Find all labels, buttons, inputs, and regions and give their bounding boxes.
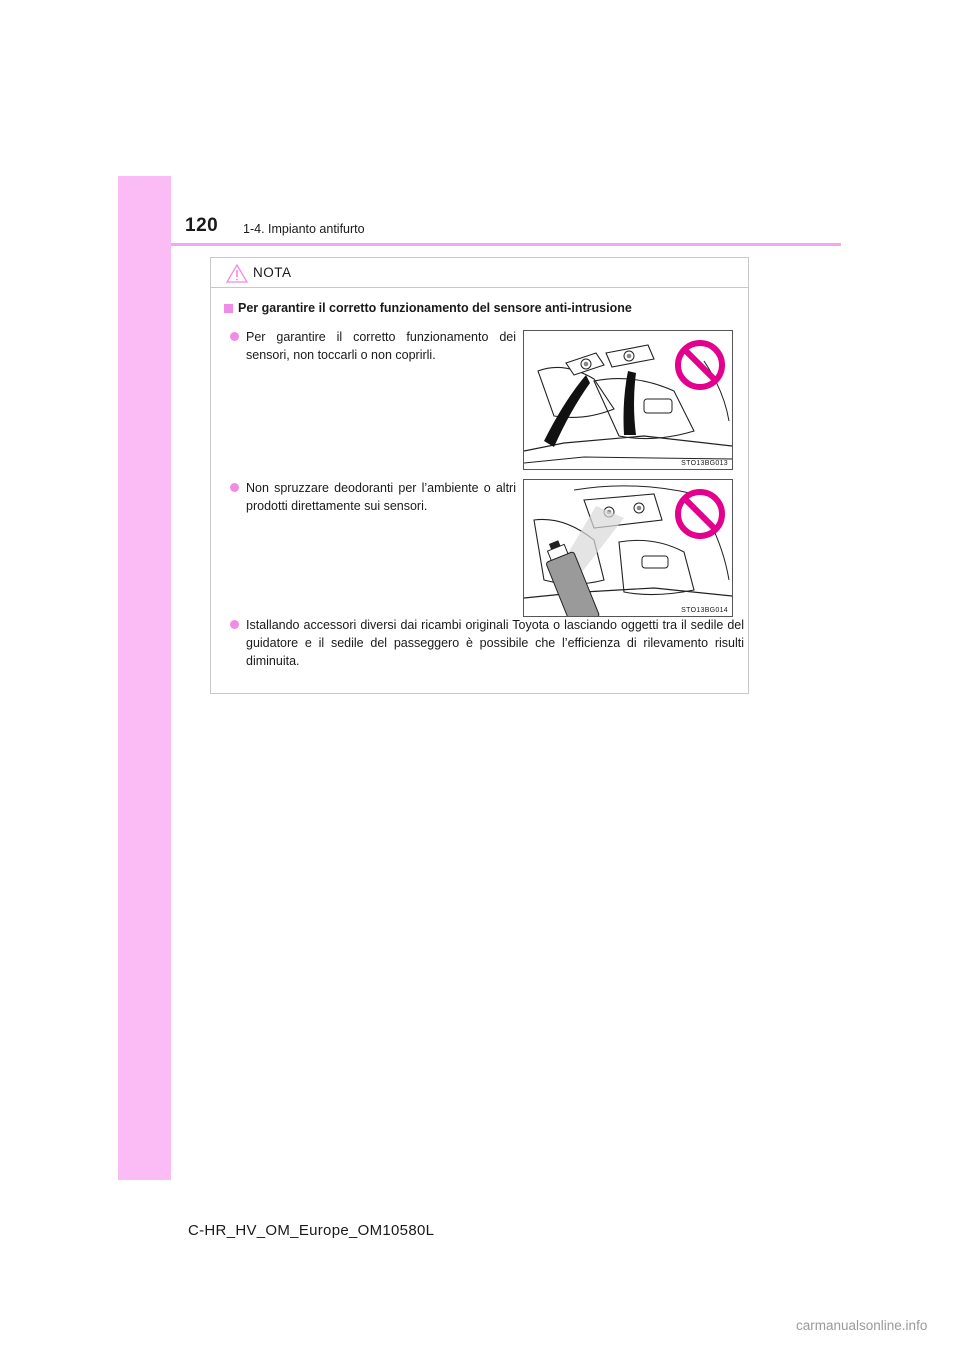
square-bullet-icon xyxy=(224,304,233,313)
list-item xyxy=(230,479,516,515)
figure-code: STO13BG013 xyxy=(681,460,728,467)
sensor-touch-drawing xyxy=(524,331,732,469)
section-title: 1-4. Impianto antifurto xyxy=(243,222,365,236)
list-item xyxy=(230,616,744,670)
bullet-dot-icon xyxy=(230,332,239,341)
bullet-dot-icon xyxy=(230,483,239,492)
header-rule xyxy=(171,243,841,246)
list-item xyxy=(230,328,516,364)
sensor-touch-illustration xyxy=(523,330,733,470)
bullet-dot-icon xyxy=(230,620,239,629)
deodorant-spray-illustration xyxy=(523,479,733,617)
watermark: carmanualsonline.info xyxy=(796,1318,928,1333)
figure-code: STO13BG014 xyxy=(681,607,728,614)
list-item-text: Istallando accessori diversi dai ricambi originali Toyota o lasciando oggetti tra il sedile del guidatore e il sedile del passeggero è possibile che l’efficienza di rilevamento risulti diminuita. xyxy=(246,618,744,668)
deodorant-spray-drawing xyxy=(524,480,732,616)
document-code: C-HR_HV_OM_Europe_OM10580L xyxy=(188,1222,435,1239)
nota-subheading xyxy=(224,301,632,315)
page-number: 120 xyxy=(185,215,219,236)
nota-box xyxy=(210,257,749,694)
warning-triangle-icon xyxy=(226,264,248,283)
nota-header xyxy=(211,258,748,288)
list-item-text: Per garantire il corretto funzionamento dei sensori, non toccarli o non coprirli. xyxy=(246,330,516,362)
nota-subheading-text: Per garantire il corretto funzionamento del sensore anti-intrusione xyxy=(238,301,632,315)
side-tab xyxy=(118,176,171,1180)
nota-label: NOTA xyxy=(253,265,292,280)
list-item-text: Non spruzzare deodoranti per l’ambiente o altri prodotti direttamente sui sensori. xyxy=(246,481,516,513)
